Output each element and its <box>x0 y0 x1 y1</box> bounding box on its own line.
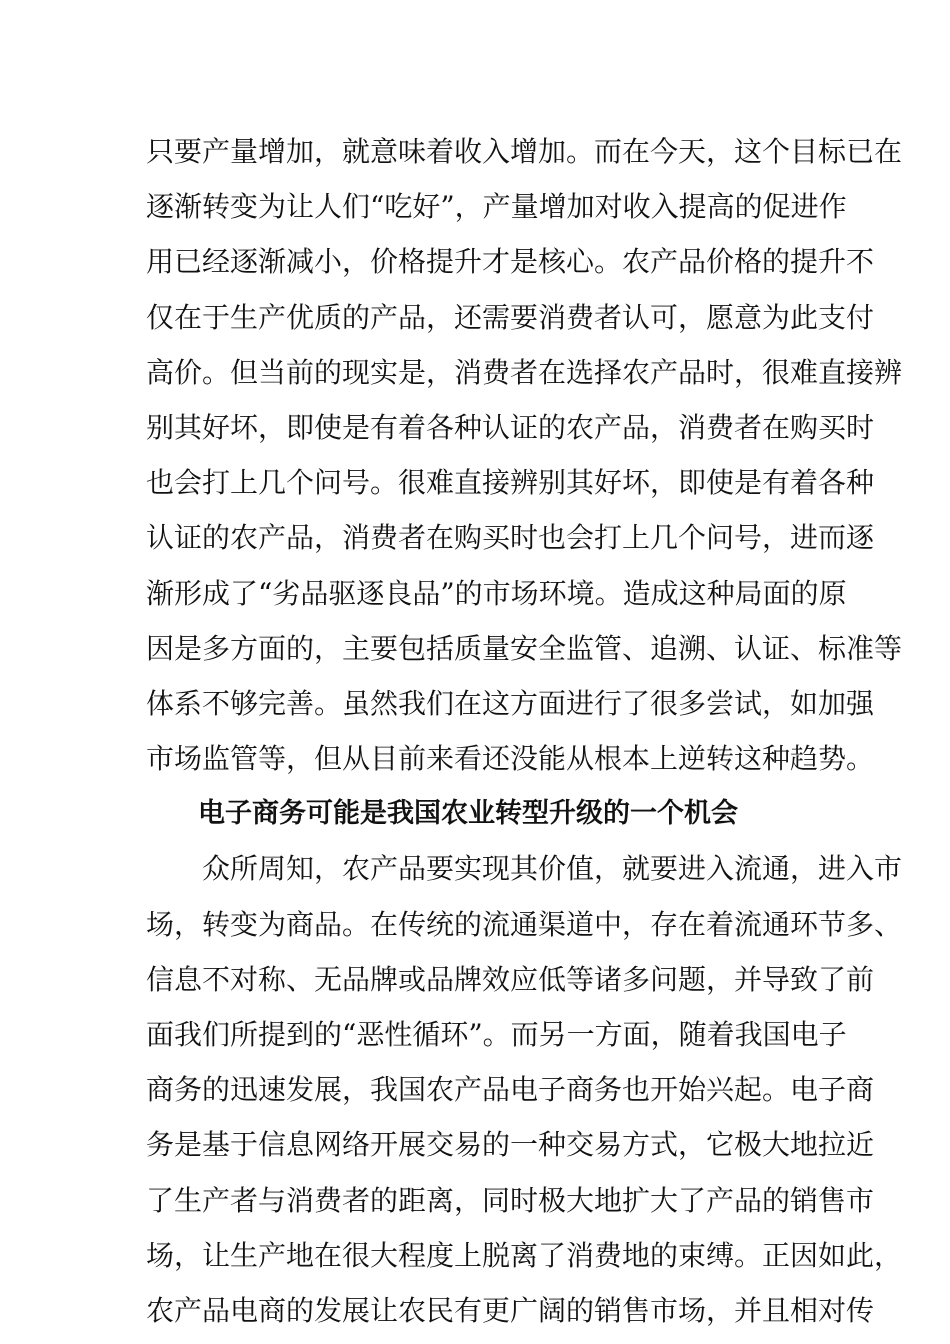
paragraph-line: 只要产量增加，就意味着收入增加。而在今天，这个目标已在 <box>146 135 903 168</box>
paragraph-line: 别其好坏，即使是有着各种认证的农产品，消费者在购买时 <box>146 410 875 444</box>
paragraph-line: 场，转变为商品。在传统的流通渠道中，存在着流通环节多、 <box>146 907 903 941</box>
paragraph-line: 场，让生产地在很大程度上脱离了消费地的束缚。正因如此， <box>146 1238 903 1272</box>
paragraph-line: 渐形成了“劣品驱逐良品”的市场环境。造成这种局面的原 <box>146 576 847 610</box>
paragraph-line: 认证的农产品，消费者在购买时也会打上几个问号，进而逐 <box>146 521 875 555</box>
paragraph-line: 商务的迅速发展，我国农产品电子商务也开始兴起。电子商 <box>146 1073 875 1107</box>
document-body <box>146 124 903 1338</box>
paragraph-line: 众所周知，农产品要实现其价值，就要进入流通，进入市 <box>202 852 903 886</box>
paragraph-line: 高价。但当前的现实是，消费者在选择农产品时，很难直接辨 <box>146 355 903 389</box>
paragraph-line: 用已经逐渐减小，价格提升才是核心。农产品价格的提升不 <box>146 245 875 279</box>
paragraph-line: 也会打上几个问号。很难直接辨别其好坏，即使是有着各种 <box>146 466 875 500</box>
paragraph-line: 农产品电商的发展让农民有更广阔的销售市场，并且相对传 <box>146 1293 875 1327</box>
paragraph-line: 逐渐转变为让人们“吃好”，产量增加对收入提高的促进作 <box>146 190 847 224</box>
section-heading: 电子商务可能是我国农业转型升级的一个机会 <box>198 798 738 830</box>
paragraph-line: 了生产者与消费者的距离，同时极大地扩大了产品的销售市 <box>146 1183 875 1217</box>
paragraph-line: 务是基于信息网络开展交易的一种交易方式，它极大地拉近 <box>146 1128 875 1162</box>
paragraph-line: 市场监管等，但从目前来看还没能从根本上逆转这种趋势。 <box>146 742 875 776</box>
paragraph-line: 信息不对称、无品牌或品牌效应低等诸多问题，并导致了前 <box>146 962 875 996</box>
paragraph-line: 因是多方面的，主要包括质量安全监管、追溯、认证、标准等 <box>146 631 903 665</box>
paragraph-line: 面我们所提到的“恶性循环”。而另一方面，随着我国电子 <box>146 1018 847 1051</box>
paragraph-line: 体系不够完善。虽然我们在这方面进行了很多尝试，如加强 <box>146 686 875 720</box>
paragraph-line: 仅在于生产优质的产品，还需要消费者认可，愿意为此支付 <box>146 300 875 334</box>
